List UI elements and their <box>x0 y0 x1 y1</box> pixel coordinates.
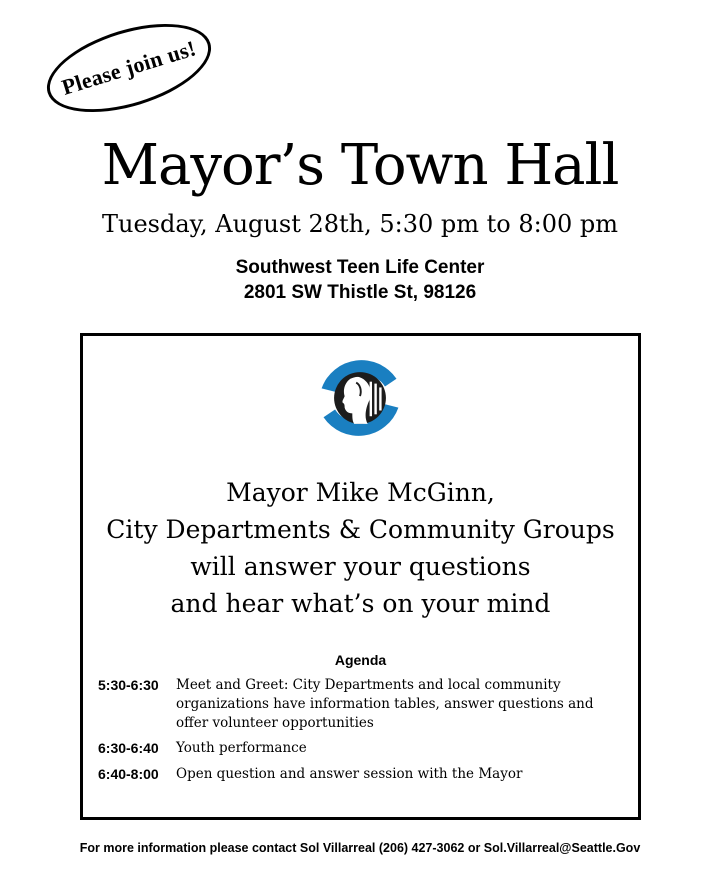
agenda-title: Agenda <box>334 652 387 668</box>
agenda-description <box>176 676 626 733</box>
agenda-description-line: offer volunteer opportunities <box>176 715 374 731</box>
message-line: and hear what’s on your mind <box>170 589 551 618</box>
message-line: will answer your questions <box>190 552 531 581</box>
agenda-time: 5:30-6:30 <box>98 677 159 693</box>
please-join-us-badge <box>37 7 222 129</box>
badge-text: Please join us! <box>58 35 199 100</box>
agenda-description-line: Youth performance <box>176 740 307 756</box>
agenda-description-line: Open question and answer session with the Mayor <box>176 766 523 782</box>
city-of-seattle-seal-icon <box>312 350 408 446</box>
agenda-description-line: organizations have information tables, answer questions and <box>176 696 594 712</box>
page-title: Mayor’s Town Hall <box>101 133 619 198</box>
agenda-description <box>176 765 626 784</box>
agenda-description <box>176 739 626 758</box>
agenda-time: 6:30-6:40 <box>98 740 159 756</box>
venue-address: 2801 SW Thistle St, 98126 <box>243 282 477 303</box>
message-line: Mayor Mike McGinn, <box>226 478 495 507</box>
message-line: City Departments & Community Groups <box>106 515 615 544</box>
agenda-description-line: Meet and Greet: City Departments and local community <box>176 677 561 693</box>
agenda-time: 6:40-8:00 <box>98 766 159 782</box>
contact-footer: For more information please contact Sol Villarreal (206) 427-3062 or Sol.Villarreal@Seattle.Gov <box>79 841 641 855</box>
event-date-time: Tuesday, August 28th, 5:30 pm to 8:00 pm <box>101 210 619 238</box>
venue-name: Southwest Teen Life Center <box>235 257 485 278</box>
